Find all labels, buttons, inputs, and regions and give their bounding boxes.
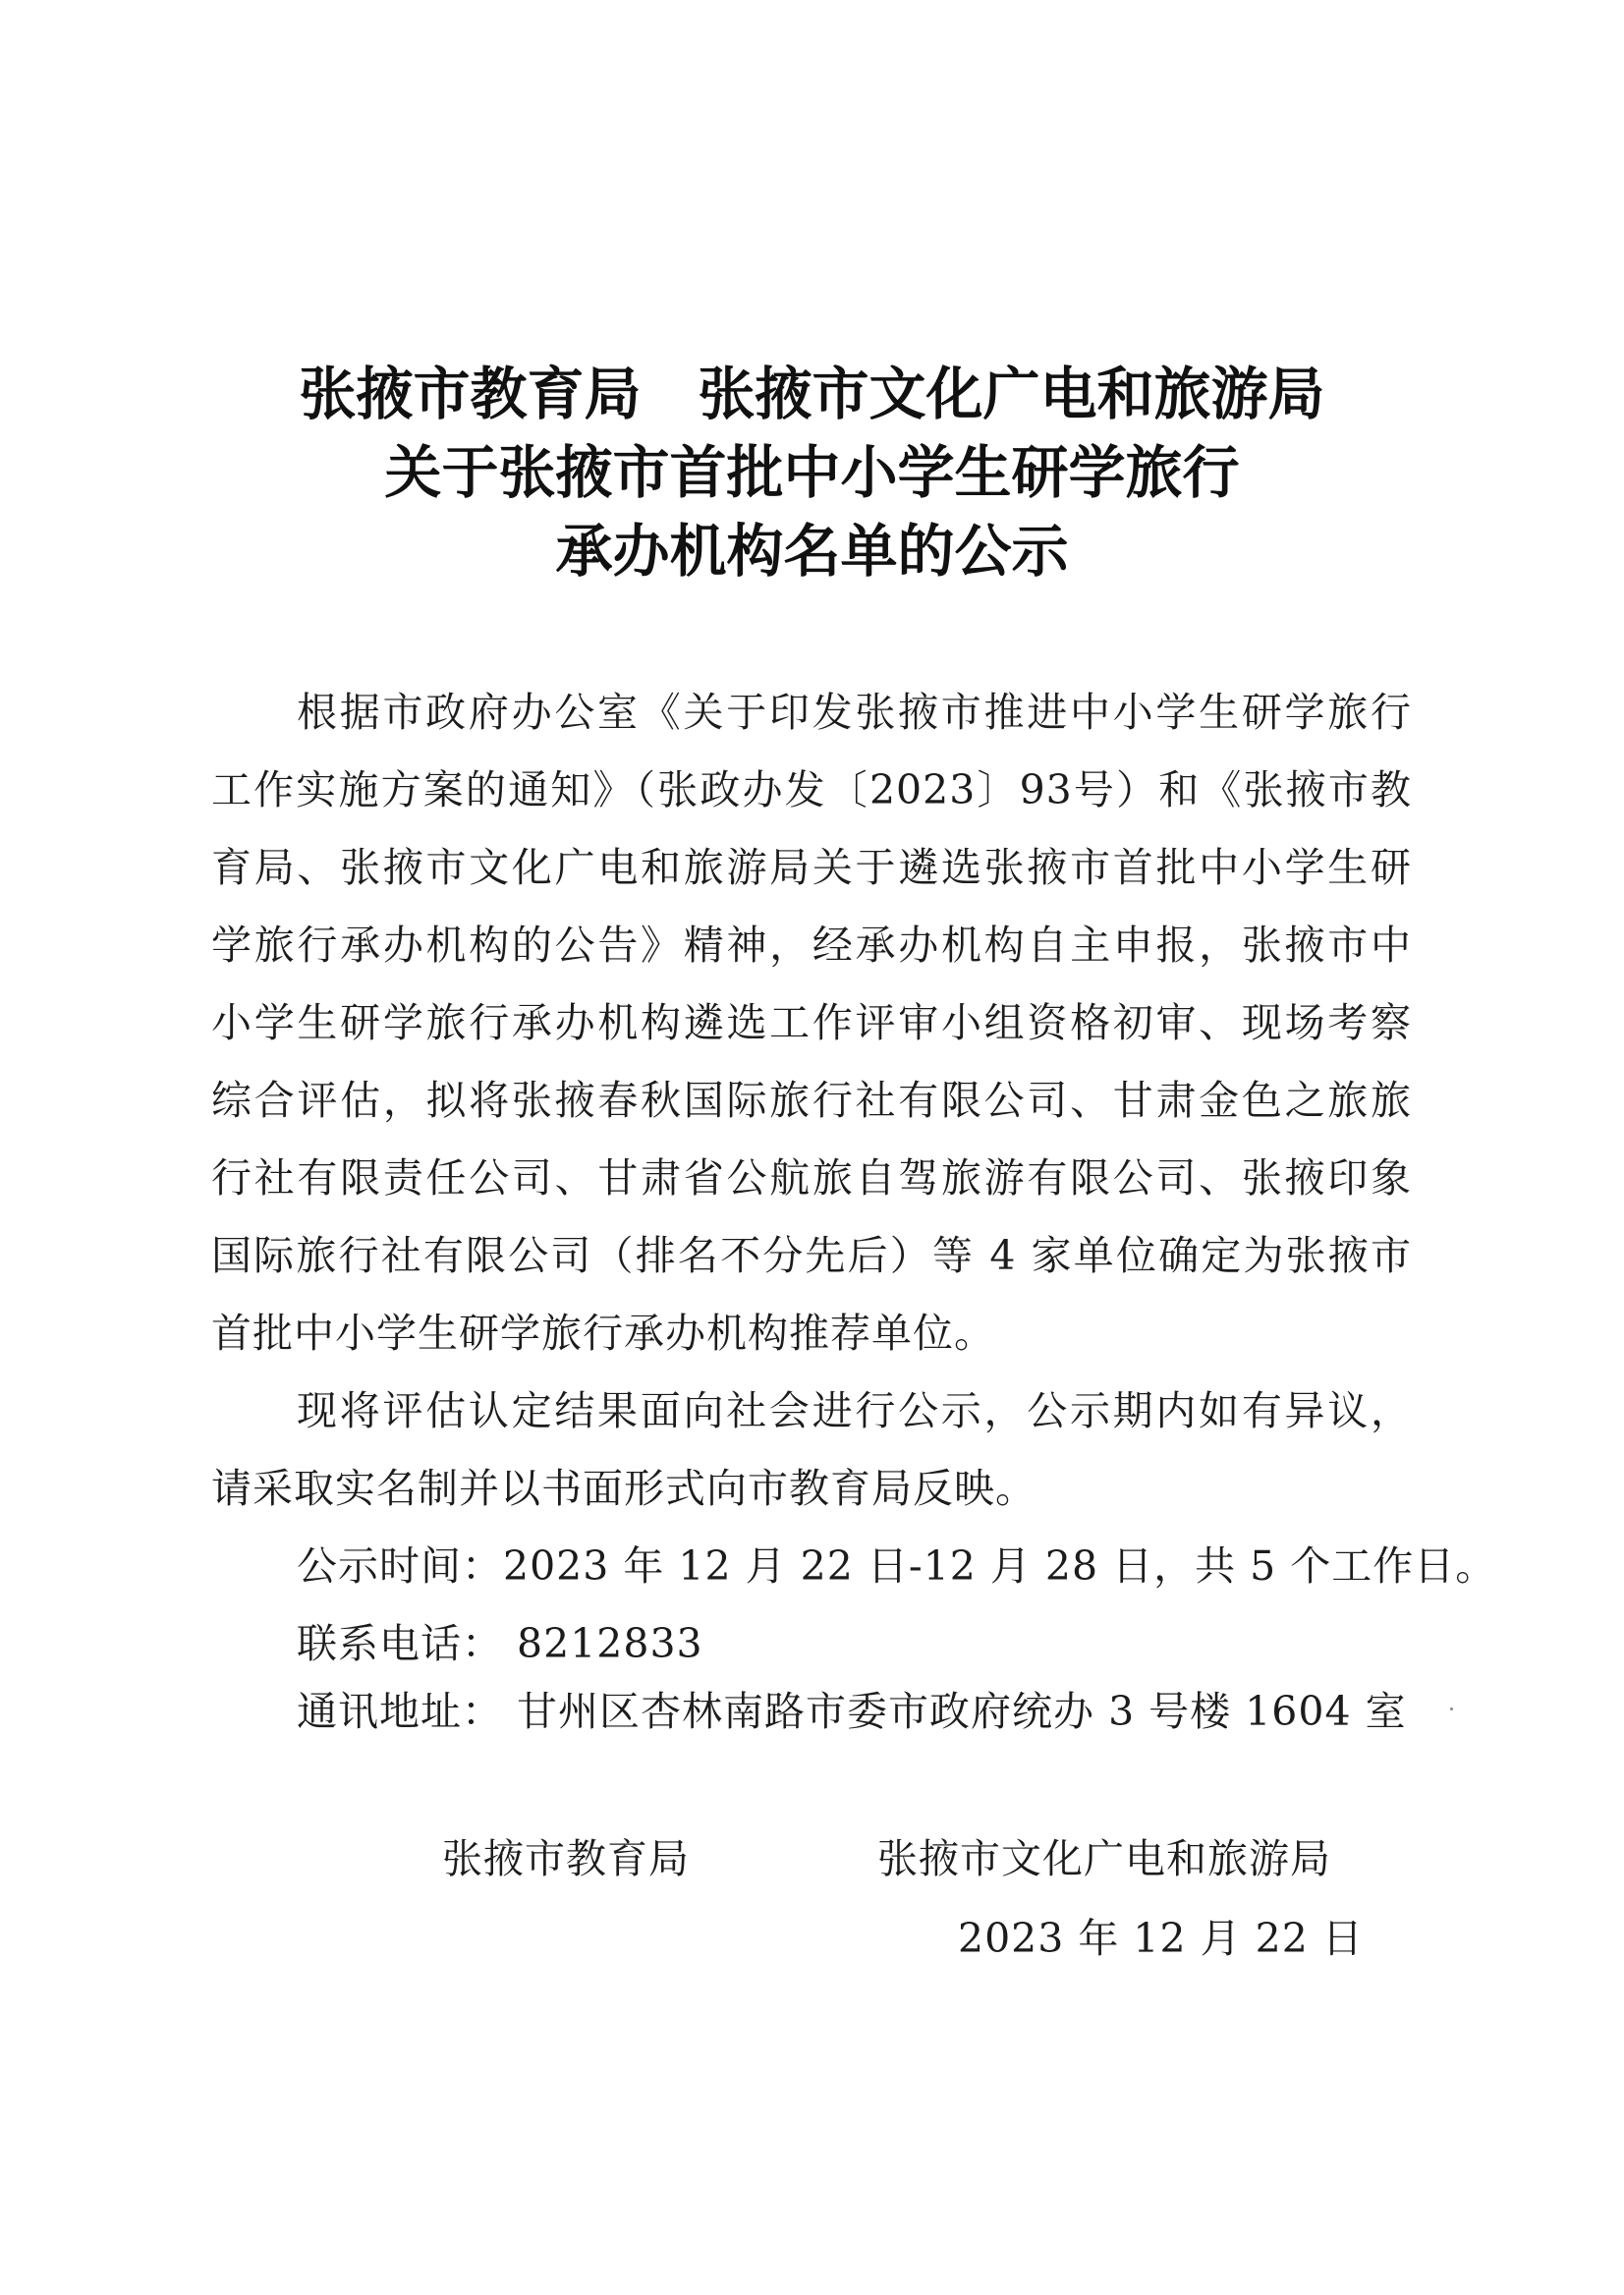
title-issuer-education-bureau: 张掖市教育局 — [299, 361, 642, 427]
body-line: 育局、张掖市文化广电和旅游局关于遴选张掖市首批中小学生研 — [211, 844, 1412, 891]
body-line: 综合评估，拟将张掖春秋国际旅行社有限公司、甘肃金色之旅旅 — [211, 1077, 1412, 1124]
signature-education-bureau: 张掖市教育局 — [442, 1835, 690, 1882]
title-line-3: 承办机构名单的公示 — [555, 518, 1069, 585]
title-line-2: 关于张掖市首批中小学生研学旅行 — [384, 439, 1240, 506]
title-issuer-culture-tourism-bureau: 张掖市文化广电和旅游局 — [698, 361, 1325, 427]
body-line: 工作实施方案的通知》（张政办发〔2023〕93号）和《张掖市教 — [211, 766, 1412, 813]
signature-date: 2023 年 12 月 22 日 — [958, 1915, 1364, 1962]
body-line: 小学生研学旅行承办机构遴选工作评审小组资格初审、现场考察 — [211, 999, 1412, 1046]
publicity-period: 公示时间：2023 年 12 月 22 日-12 月 28 日，共 5 个工作日。 — [297, 1542, 1497, 1590]
body-line: 国际旅行社有限公司（排名不分先后）等 4 家单位确定为张掖市 — [211, 1232, 1412, 1279]
body-line: 学旅行承办机构的公告》精神，经承办机构自主申报，张掖市中 — [211, 922, 1412, 969]
scan-speck — [1450, 1707, 1453, 1710]
signature-culture-tourism-bureau: 张掖市文化广电和旅游局 — [877, 1835, 1331, 1882]
body-line: 根据市政府办公室《关于印发张掖市推进中小学生研学旅行 — [297, 689, 1412, 736]
body-line: 首批中小学生研学旅行承办机构推荐单位。 — [211, 1310, 995, 1357]
contact-phone: 联系电话： 8212833 — [297, 1620, 703, 1667]
body-line: 行社有限责任公司、甘肃省公航旅自驾旅游有限公司、张掖印象 — [211, 1154, 1412, 1202]
title-line-1 — [0, 361, 1624, 427]
mailing-address: 通讯地址： 甘州区杏林南路市委市政府统办 3 号楼 1604 室 — [297, 1688, 1407, 1735]
body-line: 请采取实名制并以书面形式向市教育局反映。 — [211, 1465, 1036, 1512]
body-line: 现将评估认定结果面向社会进行公示，公示期内如有异议， — [297, 1387, 1412, 1434]
